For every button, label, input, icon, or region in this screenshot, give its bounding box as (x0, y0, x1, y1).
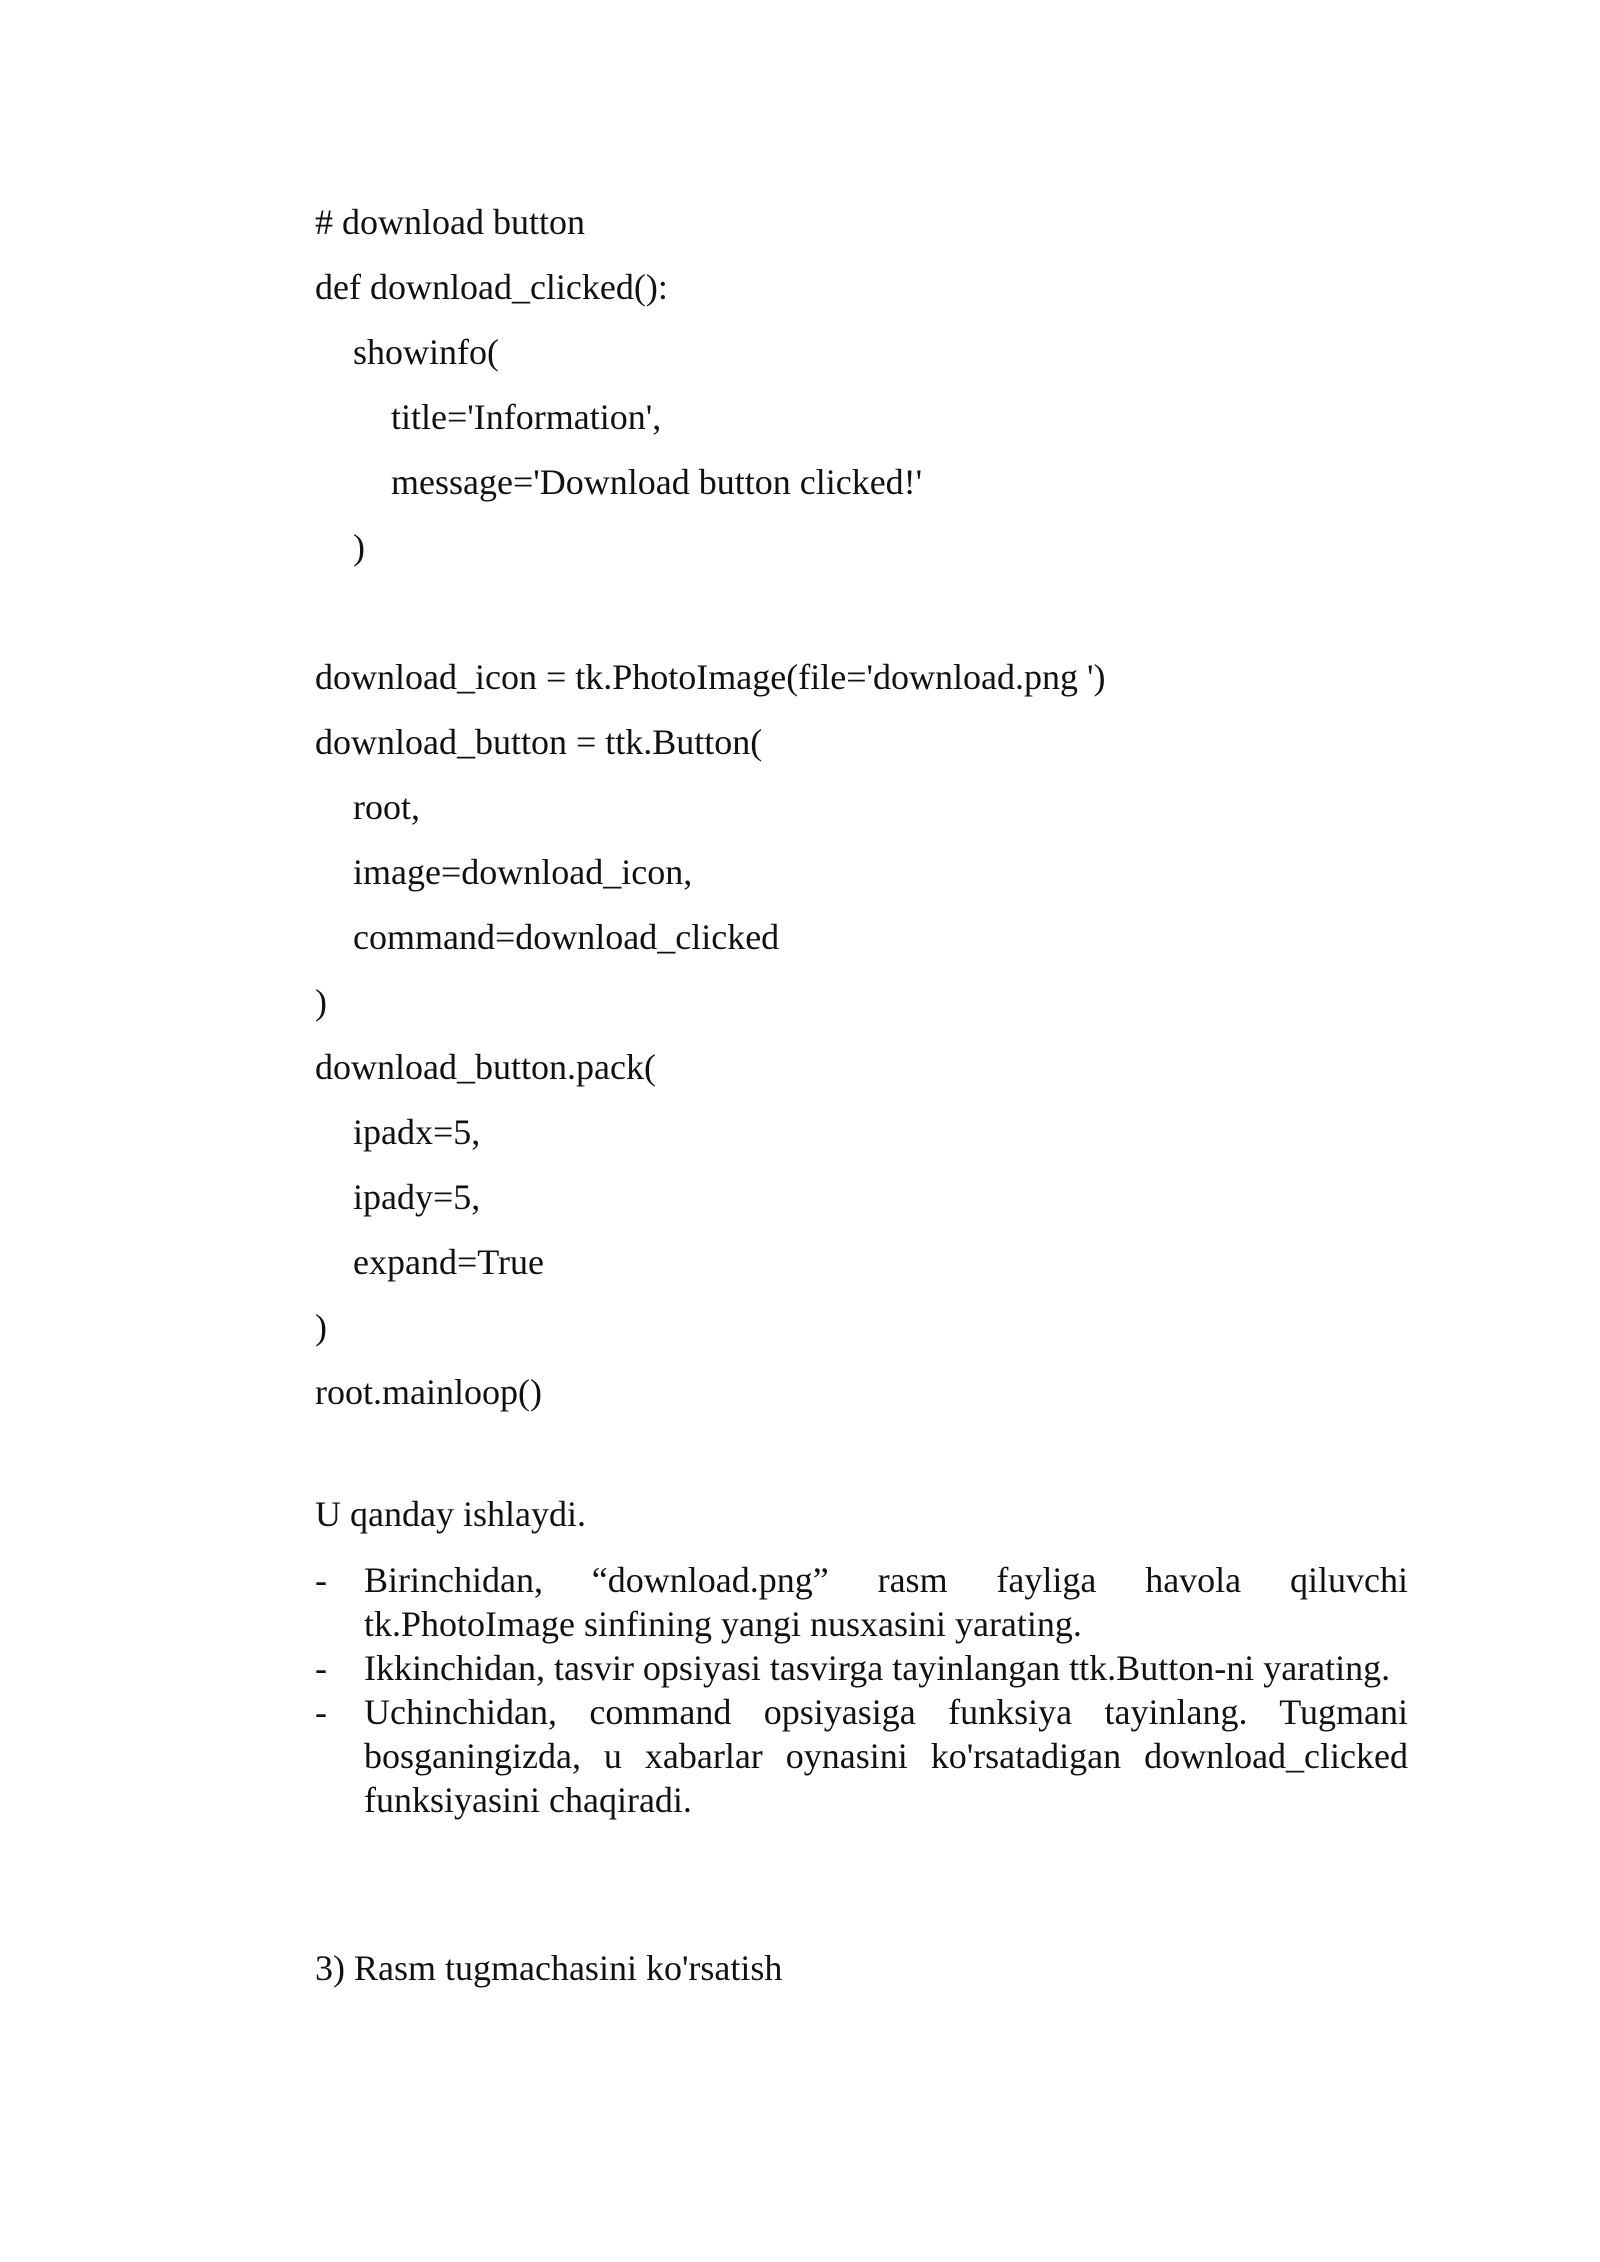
code-line: expand=True (353, 1242, 544, 1282)
code-line: ipady=5, (353, 1177, 481, 1217)
code-line: root, (353, 787, 420, 827)
list-item-text: Uchinchidan, command opsiyasiga funksiya tayinlang. Tugmani bosganingizda, u xabarlar oynasini ko'rsatadigan download_clicked funksiyasini chaqiradi. (364, 1692, 1408, 1820)
code-line: root.mainloop() (315, 1372, 542, 1412)
code-line: def download_clicked(): (315, 267, 668, 307)
code-line: ) (315, 982, 327, 1022)
section-heading: 3) Rasm tugmachasini ko'rsatish (315, 1948, 783, 1988)
list-item (315, 1690, 1408, 1822)
code-line: showinfo( (353, 332, 499, 372)
code-line: ) (315, 1307, 327, 1347)
code-blank-line (315, 580, 1415, 645)
code-line: message='Download button clicked!' (391, 462, 923, 502)
how-it-works-title: U qanday ishlaydi. (315, 1494, 586, 1534)
code-line: download_button = ttk.Button( (315, 722, 763, 762)
list-item-text: Ikkinchidan, tasvir opsiyasi tasvirga tayinlangan ttk.Button-ni yarating. (364, 1648, 1391, 1688)
bullet-dash: - (315, 1692, 327, 1732)
list-item (315, 1646, 1408, 1690)
code-block (315, 190, 1415, 1425)
list-item-text: Birinchidan, “download.png” rasm fayliga havola qiluvchi tk.PhotoImage sinfining yangi nusxasini yarating. (364, 1560, 1408, 1644)
code-line: download_button.pack( (315, 1047, 656, 1087)
code-line: ) (353, 527, 365, 567)
list-item (315, 1558, 1408, 1646)
code-line: download_icon = tk.PhotoImage(file='download.png ') (315, 657, 1106, 697)
code-line: ipadx=5, (353, 1112, 481, 1152)
code-line: # download button (315, 202, 585, 242)
bullet-dash: - (315, 1648, 327, 1688)
how-it-works-list (315, 1558, 1408, 1822)
code-line: image=download_icon, (353, 852, 693, 892)
code-line: title='Information', (391, 397, 662, 437)
code-line: command=download_clicked (353, 917, 780, 957)
bullet-dash: - (315, 1560, 327, 1600)
